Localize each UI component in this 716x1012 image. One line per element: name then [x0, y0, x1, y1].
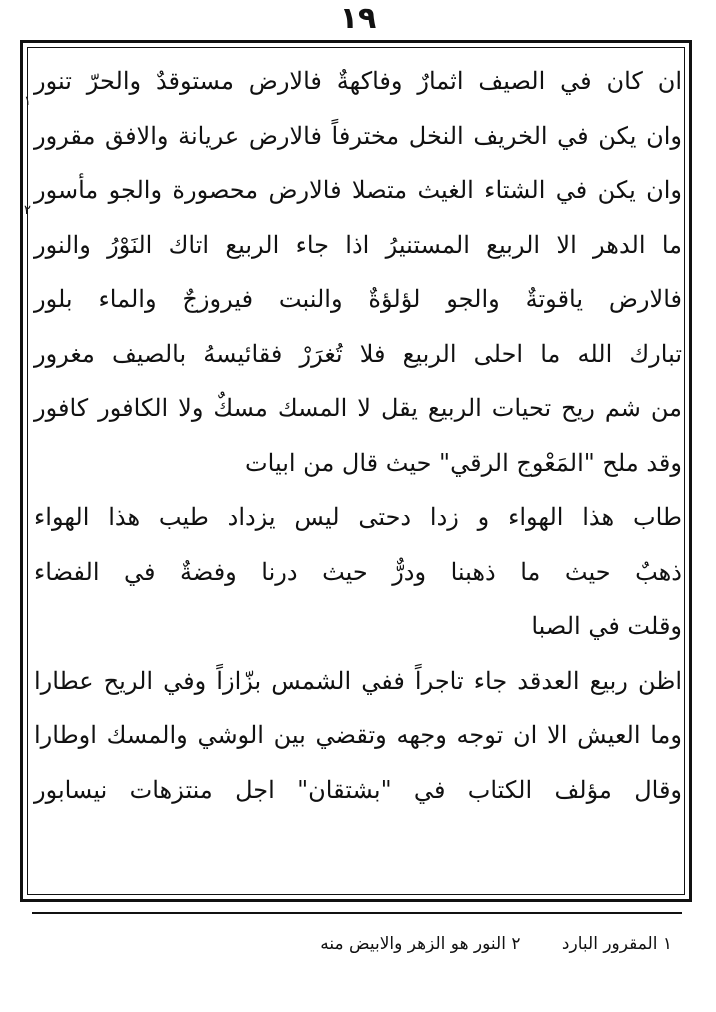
- footnote-1: ١ المقرور البارد: [561, 934, 672, 954]
- footnote-marker-1: ١: [24, 93, 31, 109]
- text-line-14: [34, 763, 682, 818]
- line-text: اظن ربيع العدقد جاء تاجراً ففي الشمس بزّازاً وفي الريح عطارا: [34, 666, 682, 695]
- footnotes: [40, 924, 672, 964]
- page-number: ١٩: [339, 1, 377, 36]
- text-line-10: [34, 545, 682, 600]
- line-text: وان يكن في الخريف النخل مخترفاً فالارض عريانة والافق مقرور: [34, 121, 682, 150]
- footnote-2: ٢ النور هو الزهر والابيض منه: [320, 934, 521, 954]
- line-text: وقد ملح "المَعْوج الرقي" حيث قال من ابيات: [245, 448, 682, 477]
- line-text: وان يكن في الشتاء الغيث متصلا فالارض محصورة والجو مأسور: [34, 176, 682, 204]
- text-line-4: [24, 202, 682, 273]
- line-text: وقال مؤلف الكتاب في "بشتقان" اجل منتزهات نيسابور: [34, 775, 682, 804]
- text-line-6: [34, 327, 682, 382]
- text-line-2: [24, 93, 682, 164]
- text-line-7: [34, 381, 682, 436]
- line-text: ان كان في الصيف اثمارٌ وفاكهةٌ فالارض مستوقدٌ والحرّ تنور: [34, 67, 682, 95]
- text-line-5: [34, 272, 682, 327]
- text-line-11: [34, 599, 682, 654]
- line-text: تبارك الله ما احلى الربيع فلا تُغرَرْ فقائيسهُ بالصيف مغرور: [34, 339, 682, 368]
- line-text: ما الدهر الا الربيع المستنيرُ اذا جاء الربيع اتاك النَوْرُ والنور: [34, 230, 682, 259]
- text-line-1: [34, 54, 682, 109]
- text-line-8: [34, 436, 682, 491]
- line-text: ذهبٌ حيث ما ذهبنا ودرٌّ حيث درنا وفضةٌ في الفضاء: [34, 557, 682, 586]
- text-line-9: [34, 490, 682, 545]
- text-line-3: [34, 163, 682, 218]
- line-text: وقلت في الصبا: [531, 612, 682, 640]
- line-text: فالارض ياقوتةٌ والجو لؤلؤةٌ والنبت فيروزجٌ والماء بلور: [34, 285, 682, 313]
- main-text: [24, 54, 682, 817]
- line-text: طاب هذا الهواء و زدا دحتى ليس يزداد طيب هذا الهواء: [34, 503, 682, 531]
- footnote-divider: [32, 912, 682, 914]
- text-line-13: [34, 708, 682, 763]
- footnote-marker-2: ٢: [24, 202, 31, 218]
- line-text: وما العيش الا ان توجه وجهه وتقضي بين الوشي والمسك اوطارا: [34, 721, 682, 749]
- text-line-12: [34, 654, 682, 709]
- line-text: من شم ريح تحيات الربيع يقل لا المسك مسكٌ ولا الكافور كافور: [34, 394, 682, 422]
